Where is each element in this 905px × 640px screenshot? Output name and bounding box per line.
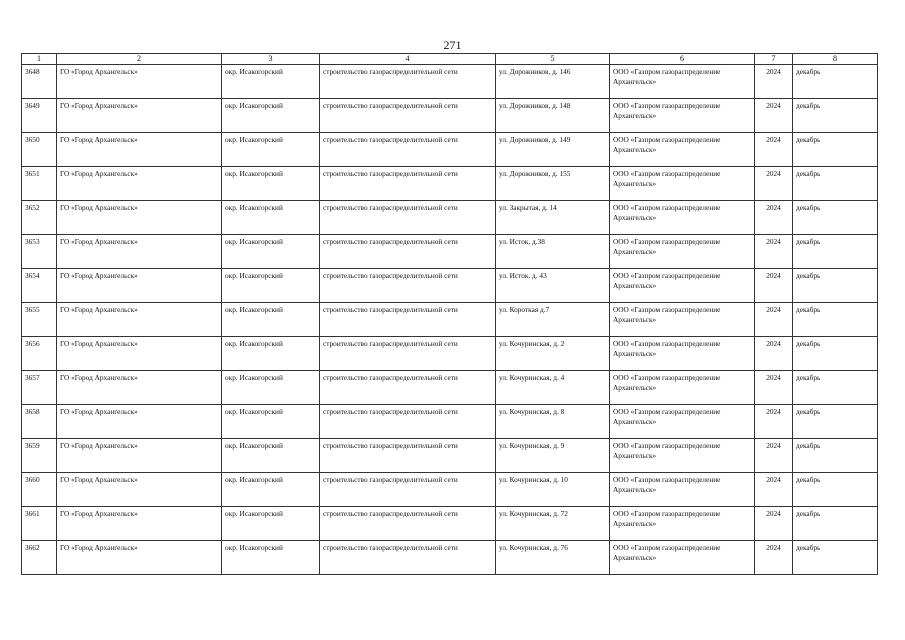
month-cell: декабрь <box>793 269 878 303</box>
organization-cell: ООО «Газпром газораспределение Архангельск» <box>610 99 755 133</box>
address-cell: ул. Исток, д. 43 <box>496 269 610 303</box>
row-number-cell: 3653 <box>22 235 57 269</box>
table-row <box>22 473 878 507</box>
table-row <box>22 99 878 133</box>
address-cell: ул. Кочуринская, д. 72 <box>496 507 610 541</box>
year-cell: 2024 <box>755 541 793 575</box>
municipality-cell: ГО «Город Архангельск» <box>57 303 222 337</box>
month-cell: декабрь <box>793 507 878 541</box>
table-row <box>22 65 878 99</box>
municipality-cell: ГО «Город Архангельск» <box>57 439 222 473</box>
municipality-cell: ГО «Город Архангельск» <box>57 99 222 133</box>
column-header: 2 <box>57 54 222 65</box>
column-header: 8 <box>793 54 878 65</box>
municipality-cell: ГО «Город Архангельск» <box>57 371 222 405</box>
month-cell: декабрь <box>793 133 878 167</box>
municipality-cell: ГО «Город Архангельск» <box>57 269 222 303</box>
work-type-cell: строительство газораспределительной сети <box>320 439 496 473</box>
address-cell: ул. Дорожников, д. 146 <box>496 65 610 99</box>
year-cell: 2024 <box>755 371 793 405</box>
column-header: 3 <box>222 54 320 65</box>
row-number-cell: 3652 <box>22 201 57 235</box>
district-cell: окр. Исакогорский <box>222 371 320 405</box>
organization-cell: ООО «Газпром газораспределение Архангельск» <box>610 65 755 99</box>
month-cell: декабрь <box>793 405 878 439</box>
month-cell: декабрь <box>793 473 878 507</box>
municipality-cell: ГО «Город Архангельск» <box>57 167 222 201</box>
row-number-cell: 3656 <box>22 337 57 371</box>
district-cell: окр. Исакогорский <box>222 167 320 201</box>
row-number-cell: 3659 <box>22 439 57 473</box>
month-cell: декабрь <box>793 303 878 337</box>
table-row <box>22 405 878 439</box>
table-row <box>22 201 878 235</box>
work-type-cell: строительство газораспределительной сети <box>320 201 496 235</box>
page-number: 271 <box>443 38 462 52</box>
municipality-cell: ГО «Город Архангельск» <box>57 235 222 269</box>
table-row <box>22 507 878 541</box>
table-row <box>22 269 878 303</box>
row-number-cell: 3650 <box>22 133 57 167</box>
municipality-cell: ГО «Город Архангельск» <box>57 65 222 99</box>
column-header: 7 <box>755 54 793 65</box>
column-header: 5 <box>496 54 610 65</box>
district-cell: окр. Исакогорский <box>222 201 320 235</box>
work-type-cell: строительство газораспределительной сети <box>320 405 496 439</box>
row-number-cell: 3648 <box>22 65 57 99</box>
month-cell: декабрь <box>793 541 878 575</box>
address-cell: ул. Закрытая, д. 14 <box>496 201 610 235</box>
district-cell: окр. Исакогорский <box>222 337 320 371</box>
row-number-cell: 3654 <box>22 269 57 303</box>
address-cell: ул. Дорожников, д. 149 <box>496 133 610 167</box>
address-cell: ул. Короткая д.7 <box>496 303 610 337</box>
month-cell: декабрь <box>793 167 878 201</box>
month-cell: декабрь <box>793 371 878 405</box>
work-type-cell: строительство газораспределительной сети <box>320 167 496 201</box>
district-cell: окр. Исакогорский <box>222 473 320 507</box>
address-cell: ул. Кочуринская, д. 2 <box>496 337 610 371</box>
table-row <box>22 337 878 371</box>
address-cell: ул. Кочуринская, д. 76 <box>496 541 610 575</box>
row-number-cell: 3649 <box>22 99 57 133</box>
work-type-cell: строительство газораспределительной сети <box>320 303 496 337</box>
district-cell: окр. Исакогорский <box>222 541 320 575</box>
address-cell: ул. Дорожников, д. 155 <box>496 167 610 201</box>
work-type-cell: строительство газораспределительной сети <box>320 371 496 405</box>
month-cell: декабрь <box>793 337 878 371</box>
organization-cell: ООО «Газпром газораспределение Архангельск» <box>610 167 755 201</box>
table-row <box>22 133 878 167</box>
column-header: 6 <box>610 54 755 65</box>
work-type-cell: строительство газораспределительной сети <box>320 133 496 167</box>
district-cell: окр. Исакогорский <box>222 269 320 303</box>
row-number-cell: 3660 <box>22 473 57 507</box>
organization-cell: ООО «Газпром газораспределение Архангельск» <box>610 405 755 439</box>
organization-cell: ООО «Газпром газораспределение Архангельск» <box>610 269 755 303</box>
month-cell: декабрь <box>793 235 878 269</box>
row-number-cell: 3658 <box>22 405 57 439</box>
column-header: 1 <box>22 54 57 65</box>
month-cell: декабрь <box>793 99 878 133</box>
district-cell: окр. Исакогорский <box>222 507 320 541</box>
organization-cell: ООО «Газпром газораспределение Архангельск» <box>610 371 755 405</box>
address-cell: ул. Исток, д.38 <box>496 235 610 269</box>
year-cell: 2024 <box>755 473 793 507</box>
year-cell: 2024 <box>755 65 793 99</box>
organization-cell: ООО «Газпром газораспределение Архангельск» <box>610 473 755 507</box>
year-cell: 2024 <box>755 439 793 473</box>
work-type-cell: строительство газораспределительной сети <box>320 473 496 507</box>
year-cell: 2024 <box>755 507 793 541</box>
table-row <box>22 439 878 473</box>
work-type-cell: строительство газораспределительной сети <box>320 337 496 371</box>
column-number-row <box>22 54 878 65</box>
district-cell: окр. Исакогорский <box>222 439 320 473</box>
organization-cell: ООО «Газпром газораспределение Архангельск» <box>610 201 755 235</box>
district-cell: окр. Исакогорский <box>222 235 320 269</box>
year-cell: 2024 <box>755 167 793 201</box>
district-cell: окр. Исакогорский <box>222 99 320 133</box>
work-type-cell: строительство газораспределительной сети <box>320 541 496 575</box>
year-cell: 2024 <box>755 201 793 235</box>
organization-cell: ООО «Газпром газораспределение Архангельск» <box>610 507 755 541</box>
address-cell: ул. Кочуринская, д. 9 <box>496 439 610 473</box>
document-table <box>21 53 878 575</box>
organization-cell: ООО «Газпром газораспределение Архангельск» <box>610 303 755 337</box>
year-cell: 2024 <box>755 99 793 133</box>
table-row <box>22 167 878 201</box>
year-cell: 2024 <box>755 235 793 269</box>
municipality-cell: ГО «Город Архангельск» <box>57 541 222 575</box>
organization-cell: ООО «Газпром газораспределение Архангельск» <box>610 439 755 473</box>
address-cell: ул. Дорожников, д. 148 <box>496 99 610 133</box>
year-cell: 2024 <box>755 269 793 303</box>
municipality-cell: ГО «Город Архангельск» <box>57 201 222 235</box>
district-cell: окр. Исакогорский <box>222 133 320 167</box>
district-cell: окр. Исакогорский <box>222 405 320 439</box>
year-cell: 2024 <box>755 303 793 337</box>
work-type-cell: строительство газораспределительной сети <box>320 99 496 133</box>
month-cell: декабрь <box>793 439 878 473</box>
year-cell: 2024 <box>755 337 793 371</box>
month-cell: декабрь <box>793 65 878 99</box>
month-cell: декабрь <box>793 201 878 235</box>
row-number-cell: 3661 <box>22 507 57 541</box>
address-cell: ул. Кочуринская, д. 8 <box>496 405 610 439</box>
address-cell: ул. Кочуринская, д. 10 <box>496 473 610 507</box>
work-type-cell: строительство газораспределительной сети <box>320 269 496 303</box>
work-type-cell: строительство газораспределительной сети <box>320 235 496 269</box>
organization-cell: ООО «Газпром газораспределение Архангельск» <box>610 133 755 167</box>
organization-cell: ООО «Газпром газораспределение Архангельск» <box>610 235 755 269</box>
address-cell: ул. Кочуринская, д. 4 <box>496 371 610 405</box>
table-row <box>22 371 878 405</box>
column-header: 4 <box>320 54 496 65</box>
row-number-cell: 3662 <box>22 541 57 575</box>
table-row <box>22 235 878 269</box>
municipality-cell: ГО «Город Архангельск» <box>57 133 222 167</box>
municipality-cell: ГО «Город Архангельск» <box>57 337 222 371</box>
district-cell: окр. Исакогорский <box>222 303 320 337</box>
district-cell: окр. Исакогорский <box>222 65 320 99</box>
organization-cell: ООО «Газпром газораспределение Архангельск» <box>610 337 755 371</box>
year-cell: 2024 <box>755 133 793 167</box>
row-number-cell: 3651 <box>22 167 57 201</box>
table-row <box>22 303 878 337</box>
row-number-cell: 3655 <box>22 303 57 337</box>
municipality-cell: ГО «Город Архангельск» <box>57 507 222 541</box>
year-cell: 2024 <box>755 405 793 439</box>
work-type-cell: строительство газораспределительной сети <box>320 65 496 99</box>
table-row <box>22 541 878 575</box>
row-number-cell: 3657 <box>22 371 57 405</box>
organization-cell: ООО «Газпром газораспределение Архангельск» <box>610 541 755 575</box>
municipality-cell: ГО «Город Архангельск» <box>57 405 222 439</box>
municipality-cell: ГО «Город Архангельск» <box>57 473 222 507</box>
table-body <box>22 65 878 575</box>
work-type-cell: строительство газораспределительной сети <box>320 507 496 541</box>
